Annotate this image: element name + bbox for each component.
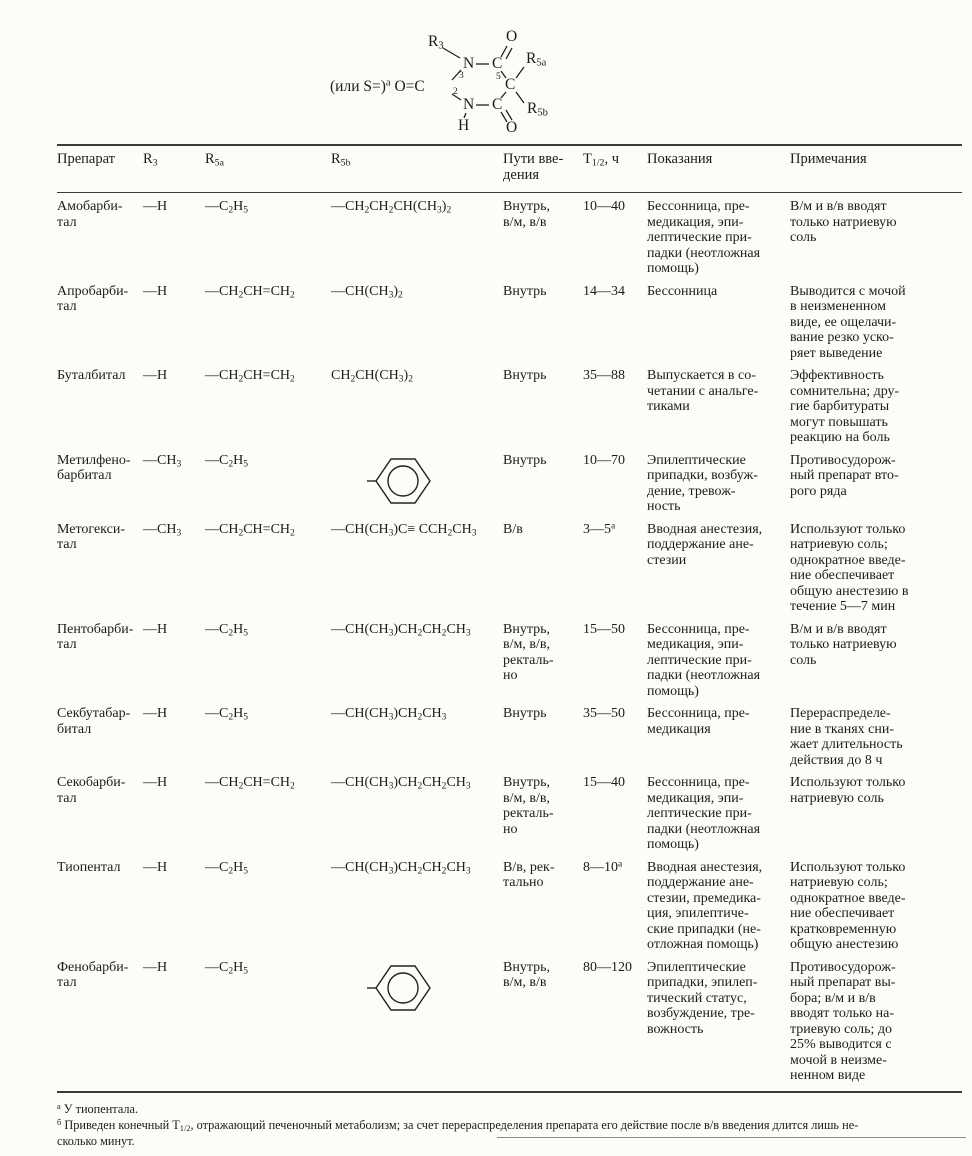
cell-r5a: $—C_2H_5$ bbox=[205, 452, 248, 469]
ring-position-3: 3 bbox=[459, 71, 464, 81]
cell-r3: $—CH_3$ bbox=[143, 452, 182, 469]
cell-r3: —H bbox=[143, 199, 168, 214]
cell-r5a: $—CH_2CH=CH_2$ bbox=[205, 521, 295, 538]
footnote-b: $^б$ Приведен конечный $T_{1/2}$, отражающий печеночный метаболизм; за счет перераспределения препарата его действие после в/в введения длится лишь не- сколько минут. bbox=[57, 1117, 859, 1148]
table-row-amobarbital bbox=[57, 193, 962, 284]
col-header-notes: Примечания bbox=[790, 145, 962, 193]
cell-r5b: $—CH_2CH_2CH(CH_3)_2$ bbox=[331, 199, 452, 216]
cell-drug: Пентобарби- тал bbox=[57, 621, 134, 652]
table-header-row bbox=[57, 145, 962, 193]
cell-notes: Противосудорож- ный препарат вто- рого ряда bbox=[790, 452, 899, 499]
cell-route: Внутрь bbox=[503, 452, 547, 468]
oxygen-top: O bbox=[506, 28, 518, 45]
cell-notes: Эффективность сомнительна; дру- гие барбитураты могут повышать реакцию на боль bbox=[790, 368, 900, 445]
hydrogen-label: H bbox=[458, 117, 470, 134]
cell-r5b: $—CH(CH_3)CH_2CH_2CH_3$ bbox=[331, 859, 471, 876]
col-header-r5b: $R_{5b}$ bbox=[331, 145, 503, 193]
cell-r3: —H bbox=[143, 283, 168, 299]
cell-t12: 10—70 bbox=[583, 452, 625, 468]
cell-drug: Секобарби- тал bbox=[57, 775, 126, 806]
cell-r5a: $—C_2H_5$ bbox=[205, 199, 248, 216]
table-row-methylphenobarbital bbox=[57, 453, 962, 522]
cell-t12: 35—88 bbox=[583, 368, 625, 383]
cell-indications: Бессонница bbox=[647, 283, 718, 299]
substituent-r5a-label: $R_{5a}$ bbox=[526, 50, 547, 69]
cell-route: В/в bbox=[503, 521, 523, 537]
cell-r5a: $—C_2H_5$ bbox=[205, 959, 248, 976]
cell-t12: 80—120 bbox=[583, 959, 632, 975]
table-row-phenobarbital bbox=[57, 960, 962, 1092]
cell-r5a: $—CH_2CH=CH_2$ bbox=[205, 775, 295, 792]
cell-drug: Апробарби- тал bbox=[57, 283, 129, 314]
cell-indications: Эпилептические припадки, возбуж- дение, тревож- ность bbox=[647, 452, 758, 514]
cell-route: Внутрь, в/м, в/в, ректаль- но bbox=[503, 621, 554, 683]
cell-r5b bbox=[331, 960, 503, 1092]
nitrogen-bottom: N bbox=[463, 96, 475, 113]
cell-t12: 14—34 bbox=[583, 283, 625, 299]
cell-r3: $—CH_3$ bbox=[143, 521, 182, 538]
table-row-secobarbital bbox=[57, 775, 962, 860]
col-header-drug: Препарат bbox=[57, 145, 143, 193]
carbon-bottom: C bbox=[492, 96, 503, 113]
cell-r5b bbox=[331, 453, 503, 522]
cell-drug: Секбутабар- битал bbox=[57, 706, 131, 737]
cell-route: Внутрь, в/м, в/в, ректаль- но bbox=[503, 775, 554, 837]
barbiturate-structure-diagram bbox=[300, 16, 610, 140]
col-header-t12: $T_{1/2}$, ч bbox=[583, 145, 647, 193]
barbiturates-table bbox=[57, 144, 962, 1093]
col-header-indications: Показания bbox=[647, 145, 790, 193]
table-row-butalbital bbox=[57, 368, 962, 453]
carbon-top: C bbox=[492, 55, 503, 72]
cell-r3: —H bbox=[143, 706, 168, 721]
col-header-route: Пути вве- дения bbox=[503, 145, 583, 193]
cell-notes: Используют только натриевую соль; однократное введе- ние обеспечивает кратковременную общую анестезию bbox=[790, 859, 906, 952]
cell-drug: Фенобарби- тал bbox=[57, 959, 129, 990]
scan-edge-line bbox=[497, 1137, 966, 1138]
table-row-thiopental bbox=[57, 860, 962, 960]
cell-r5b: $—CH(CH_3)C\equiv CCH_2CH_3$ bbox=[331, 521, 477, 538]
ring-position-5: 5 bbox=[496, 72, 501, 82]
cell-indications: Бессонница, пре- медикация, эпи- лептические при- падки (неотложная помощь) bbox=[647, 621, 761, 699]
cell-t12: 15—50 bbox=[583, 621, 625, 637]
cell-t12: $3—5^а$ bbox=[583, 520, 616, 537]
cell-route: Внутрь bbox=[503, 706, 547, 721]
structure-prefix: (или S=)$^а$ O=C bbox=[330, 77, 425, 95]
cell-notes: Перераспределе- ние в тканях сни- жает длительность действия до 8 ч bbox=[790, 706, 903, 768]
cell-r5b: $—CH(CH_3)CH_2CH_2CH_3$ bbox=[331, 775, 471, 792]
footnotes bbox=[57, 1102, 962, 1150]
cell-route: Внутрь, в/м, в/в bbox=[503, 199, 551, 230]
cell-t12: 35—50 bbox=[583, 706, 625, 721]
cell-notes: Противосудорож- ный препарат вы- бора; в/м и в/в вводят только на- триевую соль; до 25% выводится с мочой в неизме- ненном виде bbox=[790, 959, 896, 1083]
cell-r5a: $—C_2H_5$ bbox=[205, 706, 248, 723]
table-row-aprobarbital bbox=[57, 284, 962, 369]
cell-drug: Метогекси- тал bbox=[57, 521, 126, 552]
table-row-methohexital bbox=[57, 522, 962, 622]
cell-r3: —H bbox=[143, 368, 168, 383]
phenyl-ring-icon bbox=[367, 960, 433, 1016]
cell-r3: —H bbox=[143, 621, 168, 637]
cell-drug: Амобарби- тал bbox=[57, 199, 123, 230]
cell-indications: Вводная анестезия, поддержание ане- стезии bbox=[647, 521, 763, 568]
cell-r5b: $—CH(CH_3)CH_2CH_3$ bbox=[331, 706, 447, 723]
cell-route: Внутрь bbox=[503, 368, 547, 383]
cell-r5a: $—C_2H_5$ bbox=[205, 859, 248, 876]
carbon-5: C bbox=[505, 76, 516, 93]
cell-notes: Используют только натриевую соль; однократное введе- ние обеспечивает общую анестезию в течение 5—7 мин bbox=[790, 521, 909, 614]
cell-indications: Эпилептические припадки, эпилеп- тический статус, возбуждение, тре- вожность bbox=[647, 959, 758, 1037]
cell-r5a: $—CH_2CH=CH_2$ bbox=[205, 368, 295, 385]
cell-t12: 15—40 bbox=[583, 775, 625, 790]
cell-drug: Буталбитал bbox=[57, 368, 126, 383]
ring-position-2: 2 bbox=[453, 87, 458, 97]
phenyl-ring-icon bbox=[367, 453, 433, 509]
footnote-a: $^а$ У тиопентала. bbox=[57, 1101, 139, 1116]
cell-t12: 10—40 bbox=[583, 199, 625, 214]
cell-r5b: $—CH(CH_3)CH_2CH_2CH_3$ bbox=[331, 621, 471, 638]
cell-indications: Выпускается в со- четании с анальге- тиками bbox=[647, 368, 759, 414]
cell-t12: $8—10^а$ bbox=[583, 858, 623, 875]
substituent-r3-label: $R_3$ bbox=[428, 33, 444, 52]
book-page bbox=[0, 16, 972, 1156]
cell-drug: Метилфено- барбитал bbox=[57, 452, 131, 483]
cell-indications: Бессонница, пре- медикация, эпи- лептические при- падки (неотложная помощь) bbox=[647, 199, 761, 276]
cell-r3: —H bbox=[143, 959, 168, 975]
cell-r5b: $—CH(CH_3)_2$ bbox=[331, 283, 403, 300]
cell-route: Внутрь, в/м, в/в bbox=[503, 959, 551, 990]
cell-notes: В/м и в/в вводят только натриевую соль bbox=[790, 621, 897, 668]
cell-notes: В/м и в/в вводят только натриевую соль bbox=[790, 199, 897, 245]
col-header-r3: $R_3$ bbox=[143, 145, 205, 193]
cell-route: В/в, рек- тально bbox=[503, 859, 555, 890]
table-row-secbutabarbital bbox=[57, 706, 962, 775]
cell-r5a: $—C_2H_5$ bbox=[205, 621, 248, 638]
nitrogen-top: N bbox=[463, 55, 475, 72]
cell-notes: Выводится с мочой в неизмененном виде, ее ощелачи- вание резко уско- ряет выведение bbox=[790, 283, 906, 361]
cell-indications: Вводная анестезия, поддержание ане- стезии, премедика- ция, эпилептиче- ские припадки (не- отложная помощь) bbox=[647, 859, 763, 952]
col-header-r5a: $R_{5a}$ bbox=[205, 145, 331, 193]
table-row-pentobarbital bbox=[57, 622, 962, 707]
cell-drug: Тиопентал bbox=[57, 859, 121, 875]
cell-r3: —H bbox=[143, 859, 168, 875]
cell-notes: Используют только натриевую соль bbox=[790, 775, 906, 806]
cell-r5a: $—CH_2CH=CH_2$ bbox=[205, 283, 295, 300]
cell-indications: Бессонница, пре- медикация bbox=[647, 706, 750, 737]
oxygen-bottom: O bbox=[506, 119, 518, 136]
cell-r3: —H bbox=[143, 775, 168, 790]
cell-r5b: $CH_2CH(CH_3)_2$ bbox=[331, 368, 413, 385]
cell-indications: Бессонница, пре- медикация, эпи- лептические при- падки (неотложная помощь) bbox=[647, 775, 761, 852]
substituent-r5b-label: $R_{5b}$ bbox=[527, 100, 548, 119]
cell-route: Внутрь bbox=[503, 283, 547, 299]
